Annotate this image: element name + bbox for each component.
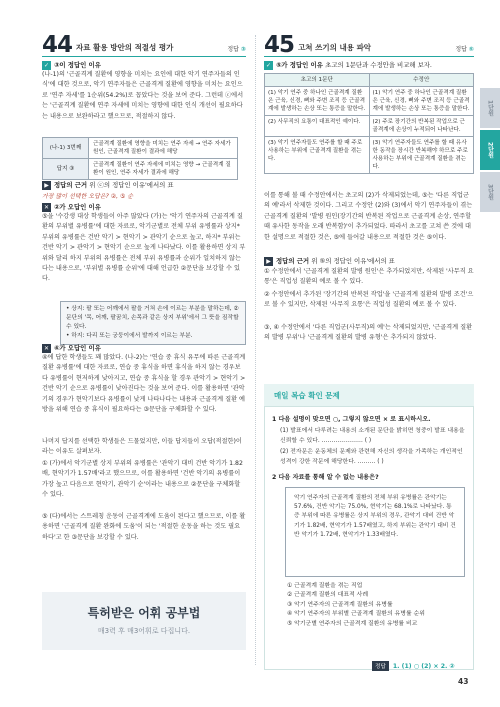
q45-number: 45: [264, 32, 295, 58]
q44-number: 44: [42, 32, 73, 58]
q45-answer: 정답 ⑤: [455, 46, 474, 53]
q44-comparison-table: [42, 137, 238, 180]
q44-wrong5: ⑤ (다)에서는 스트레칭 운동이 근골격계에 도움이 된다고 했으므로, 이를 활용하면 '근골격계 질환 완화에 도움'이 되는 '적절한 운동을 하는 것도 필요하다'고 한 ③문단을 보강할 수 있다.: [42, 513, 246, 541]
q45-table-header: 수정안: [369, 74, 474, 87]
review-q2-passage: 악기 연주자의 근골격계 질환의 전체 부위 유병률은 관악기는 57.6%, 건반 악기는 75.0%, 현악기는 68.1%로 나타났다. 통증 부위에 따른 유병률은 상지 부위의 경우, 관악기 대비 건반 악기가 1.82배, 현악기가 1.57배였고, 하지 부위는 관악기 대비 건반 악기가 1.72배, 현악기가 1.33배였다.: [285, 487, 465, 577]
option-item[interactable]: ② 근골격계 질환의 대표적 사례: [287, 592, 369, 599]
wrong-x-icon: ✕: [43, 344, 50, 352]
q45-table-cell: (2) 주로 장기간의 반복된 작업으로 근골격계에 손상이 누적되어 나타난다.: [369, 116, 474, 137]
promo-banner[interactable]: [42, 592, 246, 650]
q45-why-correct-heading: ✓ ⑤가 정답인 이유 초고의 1문단과 수정안을 비교해 보자.: [265, 61, 432, 69]
review-header: [264, 384, 474, 406]
q44-handnote: 가장 많이 선택한 오답은? ②, ⑤ 순: [42, 193, 134, 200]
q44-table-label-2: 답지 ③: [43, 159, 89, 180]
review-q2: 2 다음 자료를 통해 알 수 없는 내용은?: [272, 474, 379, 481]
chapter-tab-2[interactable]: 2단원: [480, 130, 500, 170]
q45-table-cell: (2) 사무직의 요통이 대표적인 예이다.: [265, 116, 370, 137]
wrong-x-icon: ✕: [43, 203, 50, 211]
q44-answer: 정답 ③: [227, 46, 246, 53]
q45-other-1: ① 수정안에서 '근골격계 질환의 발병 원인'은 추가되었지만, 삭제된 '사무직 요통'은 직업성 질환의 예로 볼 수 있다.: [264, 268, 474, 286]
review-q2-options: [287, 582, 425, 629]
q44-closing: 나머지 답지를 선택한 학생들은 드물었지만, 이들 답지들이 오답(적절한)이라는 이유도 살펴보자.: [42, 438, 242, 456]
q44-table-text-2: 근골격계 질환이 연주 자세에 미치는 영향 → 근골격계 질환이 원인, 연주 자세가 결과에 해당: [89, 159, 238, 180]
review-answer: [372, 661, 455, 671]
q44-wrong4-body: ④에 답한 학생들도 꽤 많았다. (나-2)는 '연습 중 휴식 유무에 따른 근골격계 질환 유병률'에 대한 자료로, 연습 중 휴식을 하면 휴식을 하지 않는 경우보다 유병률이 현저하게 낮아지고, 연습 중 휴식을 할 경우 관악기 > 현악기 > 건반 악기 순으로 유병률이 낮아진다는 것을 보여 준다. 이를 활용하면 '관악기의 경우가 현악기보다 유병률이 낮게 나타나다는 내용과 근골격계 질환 예방을 위해 연습 중 휴식이 필요하다는 ③문단을 구체화할 수 있다.: [42, 354, 246, 414]
answer-label: 정답: [372, 661, 389, 671]
q45-title: 고쳐 쓰기의 내용 파악: [298, 43, 372, 52]
review-q1-item-1: (1) 발표에서 다루려는 내용의 소개된 문단을 밝히면 청중이 발표 내용을 신뢰할 수 있다. ………………… ( ): [280, 428, 465, 444]
q45-body: 이를 통해 볼 때 수정안에서는 초고의 (2)가 삭제되었는데, ⑤는 '다른 직업군의 예'라서 삭제한 것이다. 그리고 수정안 (2)와 (3)에서 악기 연주자들이 겪는 근골격계 질환의 '발병 원인(장기간의 반복된 작업으로 근골격계 손상, 연주할 때 유사한 동작을 오래 반복함)'이 추가되었다. 따라서 초고를 고쳐 쓴 것에 대한 설명으로 적절한 것은, ⑤에 들어갈 내용으로 적절한 것은 ⑤이다.: [264, 192, 473, 241]
correct-badge-icon: ✓: [43, 61, 50, 69]
chapter-tab-3[interactable]: 3단원: [480, 172, 500, 212]
q45-other-3: ③, ④ 수정안에서 '다른 직업군(사무직)의 예'는 삭제되었지만, '근골격계 질환의 발병 부위'나 '근골격계 질환의 발병 유형'은 추가되지 않았다.: [264, 324, 473, 342]
promo-subtitle: 매3력 후 매3어휘로 다집니다.: [97, 627, 191, 635]
q44-header: [42, 32, 246, 58]
q45-other-2: ② 수정안에서 추가된 '장기간의 반복된 작업'을 '근골격계 질환의 발병 조건'으로 볼 수 있지만, 삭제된 '사무직 요통'은 직업성 질환의 예로 볼 수 있다.: [264, 291, 474, 309]
note-line: • 상지: 팔 또는 어깨에서 팔을 거쳐 손에 이르는 부분을 말하는데, ②문단의 '목, 어깨, 팔꿈치, 손목과 같은 상지 부위'에서 그 뜻을 짐작할 수 있다.: [66, 306, 239, 330]
q44-term-note: [60, 301, 246, 345]
answer-text: 1. (1) ○ (2) × 2. ②: [392, 663, 455, 670]
q44-wrong2-body: ⑤을 '수강생 대상 학생들이 아주 많았다 (가)는 '악기 연주자의 근골격계 질환의 부위별 유병률'에 대한 자료로, 악기군별로 전체 부위 유병률과 상지* 부위의 유병률은 건반 악기 > 현악기 > 관악기 순으로 높고, 하지* 부위는 건반 악기 > 관악기 > 현악기 순으로 높게 나타났다. 이를 활용하면 상지 부위와 달리 하지 부위의 유병률은 전체 부위 유병률과 순위가 일치하지 않는다는 내용으로, '부위별 유병률 순위'에 대해 언급한 ②문단을 보강할 수 있다.: [42, 213, 246, 283]
q45-comparison-table: [264, 73, 474, 174]
q45-table-cell: (3) 악기 연주자들도 연주를 할 때 유사한 동작을 장시간 반복해야 하므로 주로 사용하는 부위에 근골격계 질환을 겪는다.: [369, 137, 474, 174]
review-q1-item-2: (2) 전자문은 운동체의 문제와 관련해 자신의 생각을 가족하는 개인적인 성격이 강한 작문에 해당한다. ……… ( ): [280, 449, 463, 465]
q44-table-label-1: (나-1) 3번째: [43, 138, 89, 159]
q44-wrong2-heading: ✕ ②가 오답인 이유: [43, 203, 101, 211]
q44-wrong4-heading: ✕ ④가 오답인 이유: [43, 344, 101, 352]
q45-header: [264, 32, 474, 58]
option-item[interactable]: ① 근골격계 질환을 겪는 직업: [287, 583, 363, 589]
q45-table-cell: (3) 악기 연주자들도 연주를 할 때 주로 사용하는 부위에 근골격계 질환을 겪는다.: [265, 137, 370, 174]
q45-table-header: 초고의 1문단: [265, 74, 370, 87]
option-item[interactable]: ④ 악기 연주자의 부위별 근골격계 질환의 유병률 순위: [287, 611, 425, 618]
basis-arrow-icon: ▶: [264, 257, 273, 266]
q44-wrong1: ① (가)에서 악기군별 상지 부위의 유병률은 '관악기 대비 건반 악기가 1.82배, 현악기가 1.57배'라고 했으므로, 이를 활용하면 '건반 악기의 유병률이 가장 높고 다음으로 현악기, 관악기 순'이라는 내용으로 ②문단을 구체화할 수 있다.: [42, 460, 243, 499]
page-number: 43: [458, 677, 469, 686]
column-divider: [255, 35, 256, 665]
q44-intro: (나-1)의 '근골격계 질환에 영향을 미치는 요인에 대한 악기 연주자들의 인식'에 대한 것으로, 악기 연주자들은 근골격계 질환에 영향을 미치는 요인으로 '연주 자세'를 1순위(54.2%)로 꼽았다는 것을 보여 준다. 그런데 ⓒ에서는 '근골격계 질환에 연주 자세에 미치는 영향에 대한 인식 개선이 필요하다는 내용으로 보완하라고 했으므로, 적절하지 않다.: [42, 71, 244, 120]
note-line: • 하지: 다리 또는 궁둥이에서 발까지 이르는 부분.: [66, 333, 193, 339]
q45-basis: ▶ 정답의 근거 위 ⑤의 정답인 이유'에서의 표: [264, 256, 474, 266]
review-title: 매일 복습 확인 문제: [274, 391, 340, 400]
q44-basis: ▶ 정답의 근거 위 ⓒ의 정답인 이유'에서의 표: [42, 180, 246, 190]
q44-why-correct-heading: ✓ ③이 정답인 이유: [43, 61, 101, 69]
promo-title: 특허받은 어휘 공부법: [87, 606, 201, 620]
option-item[interactable]: ③ 악기 연주자의 근골격계 질환의 유병률: [287, 601, 393, 608]
chapter-tab-1[interactable]: 1단원: [480, 88, 500, 128]
basis-arrow-icon: ▶: [42, 181, 51, 190]
q44-table-text-1: 근골격계 질환에 영향을 미치는 연주 자세 → 연주 자세가 원인, 근골격계 질환이 결과에 해당: [89, 138, 238, 159]
correct-badge-icon: ✓: [265, 61, 272, 69]
review-q1: 1 다음 설명이 맞으면 ○, 그렇지 않으면 × 로 표시하시오.: [272, 416, 431, 423]
q44-title: 자료 활용 방안의 적절성 평가: [76, 43, 174, 52]
q45-table-cell: (1) 악기 연주 중 하나인 근골격계 질환은 근육, 신경, 뼈와 주변 조직 등 근골격계에 발생하는 손상 또는 통증을 말한다.: [265, 87, 370, 116]
option-item[interactable]: ⑤ 악기군별 연주자의 근골격계 질환의 유병률 비교: [287, 620, 418, 627]
q45-table-cell: (1) 악기 연주 중 하나인 근골격계 질환은 근육, 신경, 뼈와 주변 조직 등 근골격계에 발생하는 손상 또는 통증을 말한다.: [369, 87, 474, 116]
